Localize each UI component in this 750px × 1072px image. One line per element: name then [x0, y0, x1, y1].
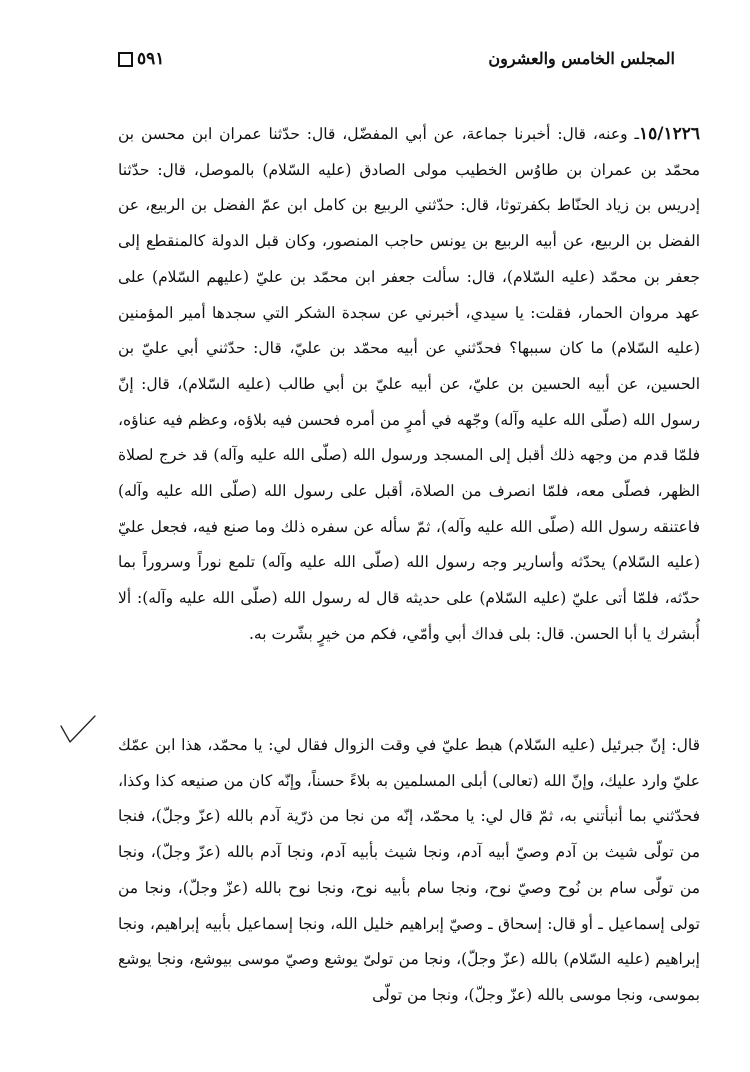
page-number [118, 49, 164, 69]
hadith-paragraph-1 [118, 117, 700, 653]
chapter-title: المجلس الخامس والعشرون [488, 49, 675, 68]
hadith-paragraph-2 [118, 728, 700, 1014]
page-header [100, 46, 675, 76]
square-marker-icon [118, 52, 133, 67]
checkmark-icon [58, 712, 98, 747]
page-number-text: ٥٩١ [137, 49, 165, 69]
hadith-text-2: قال: إنّ جبرئيل (عليه السّلام) هبط عليّ في وقت الزوال فقال لي: يا محمّد، هذا ابن عمّك عليّ وارد عليك، وإنّ الله (تعالى) أبلى المسلمين به بلاءً حسناً، وإنّه كان من صنيعه كذا وكذا، فحدّثني بما أنبأتني به، ثمّ قال لي: يا محمّد، إنّه من نجا من ذرّية آدم بالله (عزّ وجلّ)، فنجا من تولّى شيث بن آدم وصيّ أبيه آدم، ونجا شيث بأبيه آدم، ونجا آدم بالله (عزّ وجلّ)، ونجا من تولّى سام بن نُوح وصيّ نوح، ونجا سام بأبيه نوح، ونجا نوح بالله (عزّ وجلّ)، ونجا من تولى إسماعيل ـ أو قال: إسحاق ـ وصيّ إبراهيم خليل الله، ونجا إسماعيل بأبيه إبراهيم، ونجا إبراهيم (عليه السّلام) بالله (عزّ وجلّ)، ونجا من تولىّ يوشع وصيّ موسى بيوشع، ونجا يوشع بموسى، ونجا موسى بالله (عزّ وجلّ)، ونجا من تولّى [118, 736, 700, 1004]
hadith-text-1: ـ وعنه، قال: أخبرنا جماعة، عن أبي المفضّل، قال: حدّثنا عمران ابن محسن بن محمّد بن عمران بن طاوُس الخطيب مولى الصادق (عليه السّلام) بالموصل، قال: حدّثنا إدريس بن زياد الحنّاط بكفرتوثا، قال: حدّثني الربيع بن كامل ابن عمّ الفضل بن الربيع، عن الفضل بن الربيع، عن أبيه الربيع بن يونس حاجب المنصور، وكان قبل الدولة كالمنقطع إلى جعفر بن محمّد (عليه السّلام)، قال: سألت جعفر ابن محمّد بن عليّ (عليهم السّلام) على عهد مروان الحمار، فقلت: يا سيدي، أخبرني عن سجدة الشكر التي سجدها أمير المؤمنين (عليه السّلام) ما كان سببها؟ فحدّثني عن أبيه محمّد بن عليّ، قال: حدّثني أبي عليّ بن الحسين، عن أبيه الحسين بن عليّ، عن أبيه عليّ بن أبي طالب (عليه السّلام)، قال: إنّ رسول الله (صلّى الله عليه وآله) وجّهه في أمرٍ من أمره فحسن فيه بلاؤه، وعظم فيه عناؤه، فلمّا قدم من وجهه ذلك أقبل إلى المسجد ورسول الله (صلّى الله عليه وآله) قد خرج لصلاة الظهر، فصلّى معه، فلمّا انصرف من الصلاة، أقبل على رسول الله (صلّى الله عليه وآله) فاعتنقه رسول الله (صلّى الله عليه وآله)، ثمّ سأله عن سفره ذلك وما صنع فيه، فجعل عليّ (عليه السّلام) يحدّثه وأسارير وجه رسول الله (صلّى الله عليه وآله) تلمع نوراً وسروراً بما حدّثه، فلمّا أتى عليّ (عليه السّلام) على حديثه قال له رسول الله (صلّى الله عليه وآله): ألا أُبشرك يا أبا الحسن. قال: بلى فداك أبي وأمّي، فكم من خيرٍ بشّرت به. [118, 125, 700, 643]
hadith-number: ١٥/١٢٢٦ [639, 124, 700, 144]
